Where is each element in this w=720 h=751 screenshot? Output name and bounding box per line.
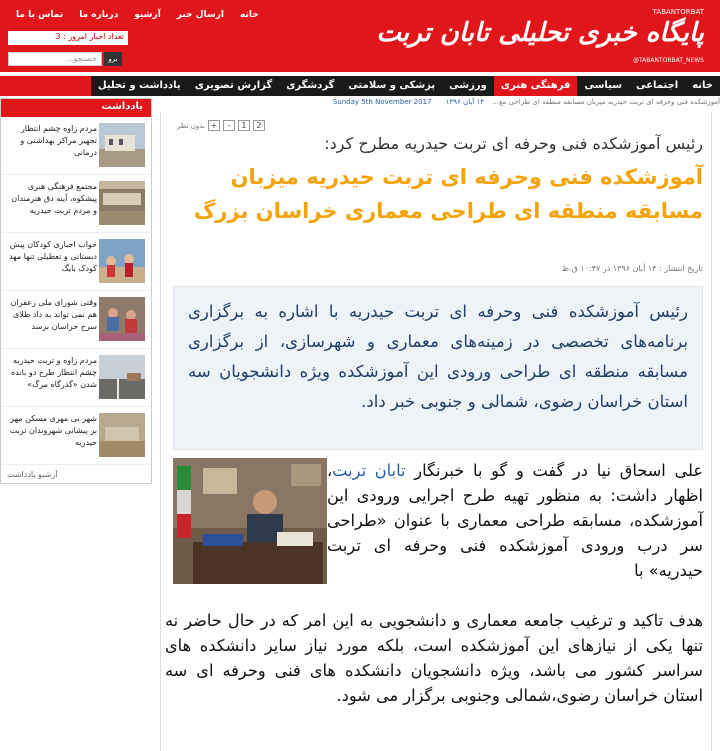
- sidebar-title: یادداشت: [1, 99, 151, 117]
- sidebar-item[interactable]: [1, 407, 151, 465]
- article-lead: رئیس آموزشکده فنی وحرفه ای تربت حیدریه مطرح کرد:: [324, 134, 703, 153]
- font-size-tools: [173, 120, 265, 131]
- top-nav-contact[interactable]: تماس با ما: [16, 10, 64, 20]
- font-size-1-button[interactable]: 1: [238, 120, 250, 131]
- sidebar-item[interactable]: [1, 175, 151, 233]
- top-nav-home[interactable]: خانه: [239, 10, 259, 20]
- breadcrumb-date-fa: ۱۴ آبان ۱۳۹۶: [445, 98, 484, 106]
- nav-item-politics[interactable]: سیاسی: [584, 80, 623, 91]
- article: [160, 112, 712, 751]
- today-news-count: تعداد اخبار امروز : 3: [8, 31, 128, 45]
- publish-date: تاریخ انتشار : ۱۴ آبان ۱۳۹۶ در ۱۰:۴۷ ق.ظ: [561, 264, 703, 273]
- nav-fill: [0, 76, 91, 96]
- site-logo[interactable]: [376, 6, 704, 66]
- sidebar-item-text: مردم زاوه چشم انتظار تجهیز مراکز بهداشتی و درمانی: [20, 124, 97, 157]
- top-nav-about[interactable]: درباره ما: [79, 10, 119, 20]
- breadcrumb-path[interactable]: آموزشکده فنی وحرفه ای تربت حیدریه میزبان مسابقه منطقه ای طراحی مع...: [492, 98, 720, 106]
- logo-handle: @TABANTORBAT_NEWS: [632, 57, 704, 64]
- nav-item-sports[interactable]: ورزشی: [449, 80, 487, 91]
- source-link[interactable]: تابان تربت: [332, 461, 406, 480]
- sidebar-thumb-image: [99, 123, 145, 167]
- top-nav-archive[interactable]: آرشیو: [134, 10, 161, 20]
- sidebar-item-text: مردم زاوه و تربت حیدریه چشم انتظار طرح دو بانده شدن «گذرگاه مرگ»: [11, 356, 97, 389]
- article-body-bottom: هدف تاکید و ترغیب جامعه معماری و دانشجویی به این امر که در حال حاضر نه تنها یکی از نیازهای این آموزشکده است، بلکه مورد نیاز سایر دانشکده های سراسر کشور می باشد، ویژه دانشجویان دانشکده های فنی وحرفه ای سه استان خراسان رضوی،شمالی وجنوبی برگزار می شود.: [165, 611, 703, 705]
- sidebar-thumb-image: [99, 413, 145, 457]
- sidebar-item[interactable]: [1, 117, 151, 175]
- body-text-post: ، اظهار داشت: به منظور تهیه طرح اجرایی ورودی این آموزشکده، مسابقه طراحی معماری با عنوان «طراحی سر درب ورودی آموزشکده فنی وحرفه ای تربت حیدریه» با: [327, 461, 703, 580]
- top-nav: [8, 8, 267, 26]
- top-nav-submit-news[interactable]: ارسال خبر: [176, 10, 224, 20]
- sidebar-archive-link[interactable]: آرشیو یادداشت: [7, 470, 58, 479]
- site-header: [0, 0, 720, 72]
- sidebar-item-text: وقتی شورای ملی زعفران هم نمی تواند به داد طلای سرخ خراسان برسد: [10, 298, 97, 331]
- search-button[interactable]: برو: [104, 52, 122, 66]
- notes-sidebar: [0, 98, 152, 484]
- breadcrumb: [160, 98, 720, 112]
- article-summary: رئیس آموزشکده فنی وحرفه ای تربت حیدریه با اشاره به برگزاری برنامه‌های تخصصی در زمینه‌های معماری و شهرسازی، از برگزاری مسابقه منطقه ای طراحی ورودی این آموزشکده ویژه دانشجویان سه استان خراسان رضوی، شمالی و جنوبی خبر داد.: [173, 286, 703, 450]
- nav-item-health[interactable]: پزشکی و سلامتی: [348, 80, 436, 91]
- sidebar-item-text: خواب اجباری کودکان پیش دبستانی و تعطیلی تنها مهد کودک بایگ: [8, 240, 97, 273]
- sidebar-item-text: مجتمع فرهنگی هنری پیشکوه، آینه دق هنرمندان و مردم تربت حیدریه: [11, 182, 97, 215]
- nav-item-tourism[interactable]: گردشگری: [286, 80, 335, 91]
- nav-item-photo-report[interactable]: گزارش تصویری: [194, 80, 273, 91]
- nav-item-home[interactable]: خانه: [692, 80, 713, 91]
- breadcrumb-date-en: Sunday 5th November 2017: [332, 98, 432, 106]
- article-photo: [173, 458, 327, 584]
- nav-item-social[interactable]: اجتماعی: [636, 80, 679, 91]
- font-decrease-button[interactable]: -: [223, 120, 235, 131]
- font-size-2-button[interactable]: 2: [253, 120, 265, 131]
- logo-tag: TABANTORBAT: [652, 8, 704, 16]
- article-body-top: [327, 458, 703, 583]
- sidebar-thumb-image: [99, 181, 145, 225]
- font-increase-button[interactable]: +: [208, 120, 220, 131]
- nav-item-culture[interactable]: فرهنگی هنری: [494, 76, 578, 96]
- sidebar-thumb-image: [99, 239, 145, 283]
- sidebar-item[interactable]: [1, 291, 151, 349]
- sidebar-item[interactable]: [1, 349, 151, 407]
- sidebar-thumb-image: [99, 355, 145, 399]
- logo-text: پایگاه خبری تحلیلی تابان تربت: [376, 18, 704, 48]
- sidebar-item[interactable]: [1, 233, 151, 291]
- comments-count[interactable]: بدون نظر: [177, 121, 205, 130]
- body-text-pre: علی اسحاق نیا در گفت و گو با خبرنگار: [405, 461, 703, 480]
- search-input[interactable]: جستجو...: [8, 52, 102, 66]
- sidebar-item-text: شهر بی مهری مسکن مهر بر پیشانی شهروندان تربت حیدریه: [9, 414, 97, 447]
- nav-item-notes[interactable]: یادداشت و تحلیل: [97, 80, 181, 91]
- article-title: آموزشکده فنی وحرفه ای تربت حیدریه میزبان مسابقه منطقه ای طراحی معماری خراسان بزرگ: [193, 165, 703, 223]
- sidebar-thumb-image: [99, 297, 145, 341]
- main-nav: [0, 76, 720, 96]
